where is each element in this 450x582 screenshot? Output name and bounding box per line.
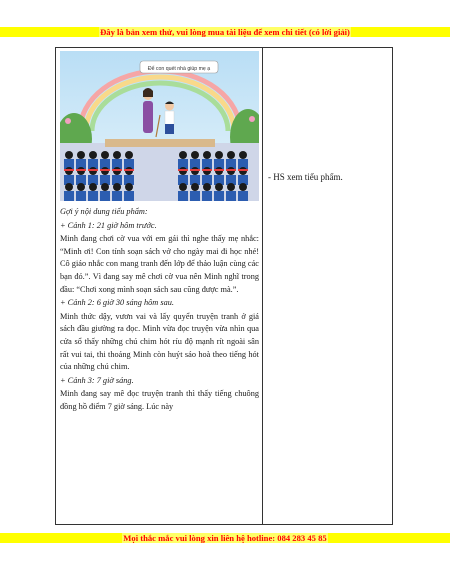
illustration-sign-text: Để con quét nhà giúp mẹ ạ bbox=[147, 66, 211, 72]
right-column bbox=[268, 172, 388, 182]
preview-banner: Đây là bản xem thử, vui lòng mua tài liệu để xem chi tiết (có lời giải) bbox=[0, 27, 450, 37]
scene-2-text: Minh thức dậy, vươn vai và lấy quyển truyện tranh ở giá sách đầu giường ra đọc. Minh vừa đọc truyện vừa nhìn qua cửa sổ thấy những chú chim hót ríu độ mạnh rít ngoài sân rất vui tai, thi thoảng Minh còn huýt sáo hoà theo tiếng hót của những chú chim. bbox=[60, 311, 259, 372]
classroom-illustration bbox=[60, 51, 259, 201]
student-activity: - HS xem tiểu phẩm. bbox=[268, 172, 343, 182]
column-divider bbox=[262, 48, 263, 524]
hotline-banner: Mọi thắc mắc vui lòng xin liên hệ hotline: 084 283 45 85 bbox=[0, 533, 450, 543]
scene-1-text: Minh đang chơi cờ vua với em gái thì nghe thấy mẹ nhắc: “Minh ơi! Con tính soạn sách vở cho ngày mai đi học nhé! Cô giáo nhắc con mang tranh đến lớp để thảo luận cùng các bạn đó.”. Vì đang say mê chơi cờ vua nên Minh nghĩ trong đầu: “Chơi xong mình soạn sách sau cũng được mà.”. bbox=[60, 234, 259, 294]
scene-1-heading: + Cảnh 1: 21 giờ hôm trước. bbox=[60, 220, 157, 230]
scene-3-text: Minh đang say mê đọc truyện tranh thì thấy tiếng chuông đồng hồ điểm 7 giờ sáng. Lúc này bbox=[60, 389, 259, 411]
skit-script bbox=[60, 206, 259, 414]
scene-2-heading: + Cảnh 2: 6 giờ 30 sáng hôm sau. bbox=[60, 298, 174, 308]
paragraph-heading: Gợi ý nội dung tiểu phẩm: bbox=[60, 207, 148, 216]
lesson-table bbox=[55, 47, 393, 525]
classroom-scene bbox=[60, 51, 259, 201]
scene-3-heading: + Cảnh 3: 7 giờ sáng. bbox=[60, 375, 134, 385]
left-column bbox=[60, 51, 259, 415]
